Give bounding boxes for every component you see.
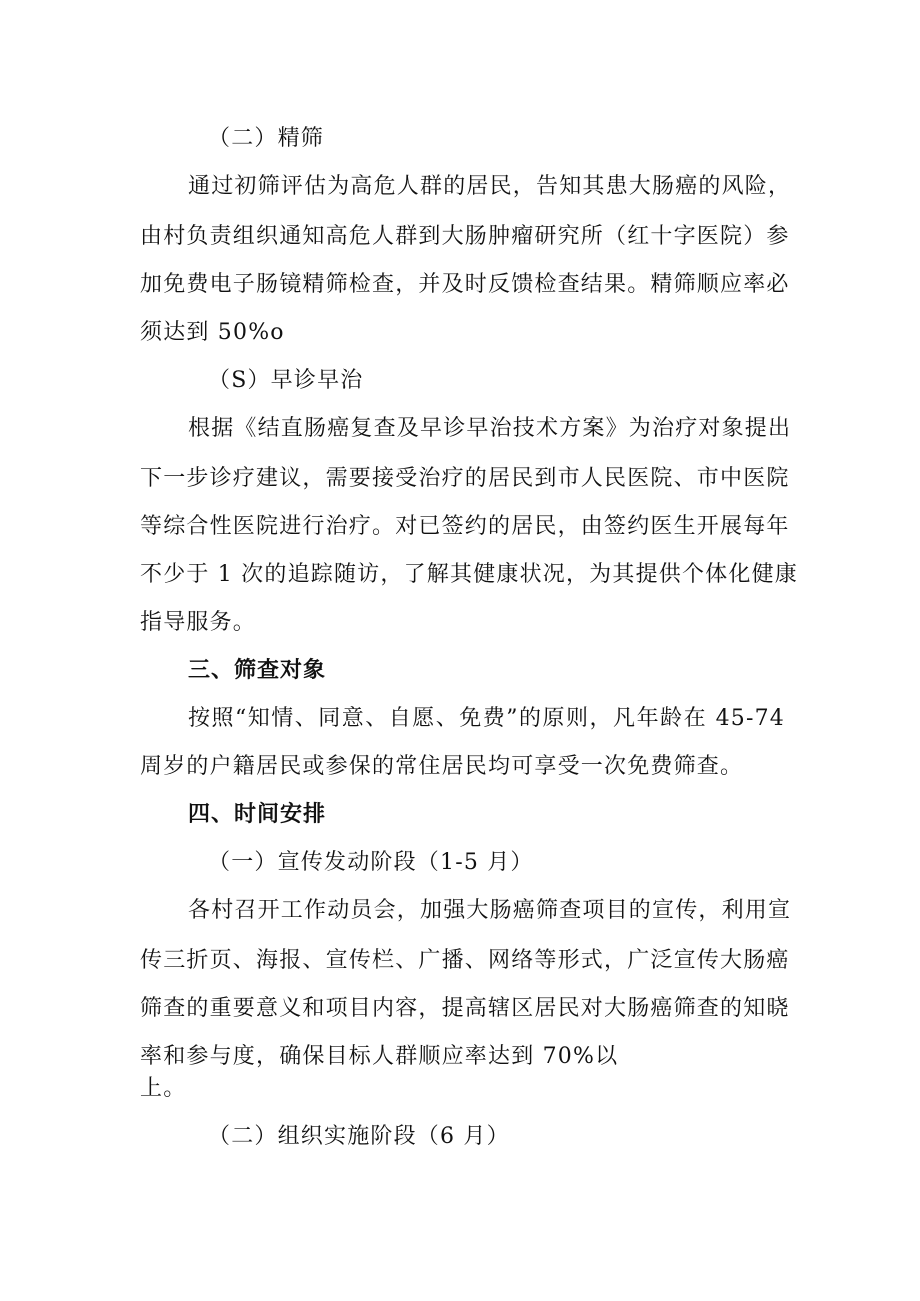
paragraph-line: 周岁的户籍居民或参保的常住居民均可享受一次免费筛查。 <box>140 754 744 779</box>
paragraph-line: 各村召开工作动员会，加强大肠癌筛查项目的宣传，利用宣 <box>188 898 792 923</box>
subsection-heading-fine-screening: （二）精筛 <box>208 126 325 151</box>
paragraph-line: 按照“知情、同意、自愿、免费”的原则，凡年龄在 45-74 <box>188 706 785 731</box>
paragraph-line: 根据《结直肠癌复查及早诊早治技术方案》为治疗对象提出 <box>188 416 792 441</box>
paragraph-line: 下一步诊疗建议，需要接受治疗的居民到市人民医院、市中医院 <box>140 466 790 491</box>
paragraph-line: 通过初筛评估为高危人群的居民，告知其患大肠癌的风险， <box>188 174 792 199</box>
paragraph-line: 上。 <box>140 1076 187 1101</box>
paragraph-line: 率和参与度，确保目标人群顺应率达到 70%以 <box>140 1044 619 1069</box>
paragraph-line: 指导服务。 <box>140 610 257 635</box>
section-heading-screening-target: 三、筛查对象 <box>188 658 327 683</box>
paragraph-line: 不少于 1 次的追踪随访，了解其健康状况，为其提供个体化健康 <box>140 562 798 587</box>
paragraph-line: 须达到 50%o <box>140 320 285 345</box>
paragraph-line: 传三折页、海报、宣传栏、广播、网络等形式，广泛宣传大肠癌 <box>140 948 790 973</box>
paragraph-line: 等综合性医院进行治疗。对已签约的居民，由签约医生开展每年 <box>140 514 790 539</box>
subsection-heading-publicity-stage: （一）宣传发动阶段（1-5 月） <box>208 850 534 875</box>
paragraph-line: 筛查的重要意义和项目内容，提高辖区居民对大肠癌筛查的知晓 <box>140 996 790 1021</box>
paragraph-line: 由村负责组织通知高危人群到大肠肿瘤研究所（红十字医院）参 <box>140 224 790 249</box>
paragraph-line: 加免费电子肠镜精筛检查，并及时反馈检查结果。精筛顺应率必 <box>140 272 790 297</box>
subsection-heading-implementation-stage: （二）组织实施阶段（6 月） <box>208 1124 510 1149</box>
section-heading-schedule: 四、时间安排 <box>188 802 327 827</box>
subsection-heading-early-diagnosis: （S）早诊早治 <box>208 368 364 393</box>
